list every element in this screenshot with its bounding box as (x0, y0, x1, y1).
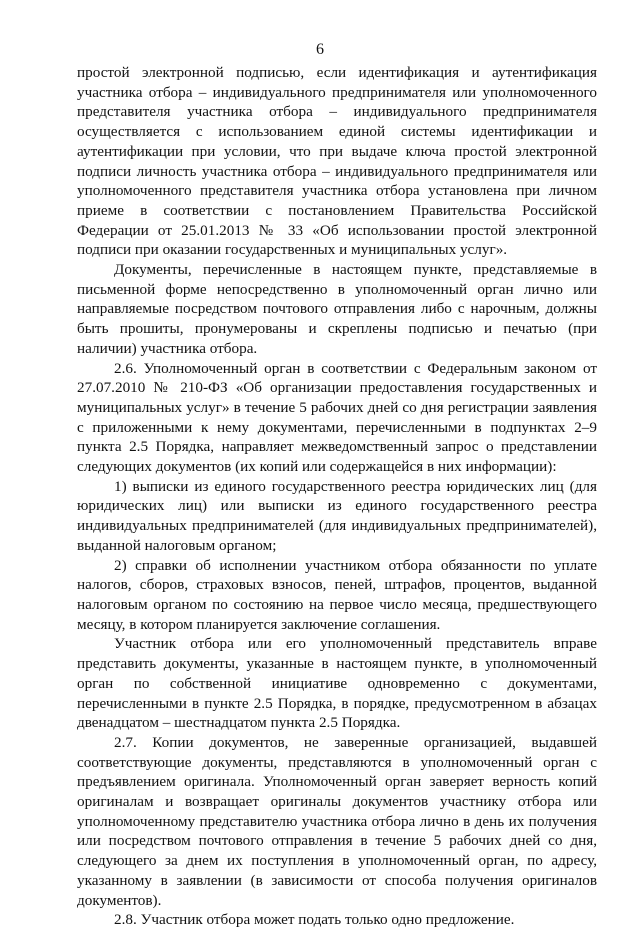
document-body (77, 63, 597, 930)
page-number: 6 (316, 41, 324, 58)
paragraph-documents-submission: Документы, перечисленные в настоящем пункте, представляемые в письменной форме непосредственно в уполномоченный орган лично или направляемые посредством почтового отправления либо с нарочным, должны быть прошиты, пронумерованы и скреплены подписью и печатью (при наличии) участника отбора. (77, 261, 597, 357)
paragraph-own-initiative: Участник отбора или его уполномоченный представитель вправе представить документы, указанные в настоящем пункте, в уполномоченный орган по собственной инициативе одновременно с документами, перечисленными в пункте 2.5 Порядка, в порядке, предусмотренном в абзацах двенадцатом – шестнадцатом пункта 2.5 Порядка. (77, 635, 597, 732)
paragraph-2-7: 2.7. Копии документов, не заверенные организацией, выдавшей соответствующие документы, представляются в уполномоченный орган с предъявлением оригинала. Уполномоченный орган заверяет верность копий оригиналам и возвращает оригиналы документов участнику отбора или уполномоченному представителю участника отбора лично в день их получения или посредством почтового отправления в течение 5 рабочих дней со дня, следующего за днем их поступления в уполномоченный орган, по адресу, указанному в заявлении (в зависимости от способа получения оригиналов документов). (77, 733, 597, 909)
paragraph-2-8: 2.8. Участник отбора может подать только одно предложение. (114, 911, 515, 929)
paragraph-continuation: простой электронной подписью, если идентификация и аутентификация участника отбора – индивидуального предпринимателя или уполномоченного представителя участника отбора – индивидуального предпринимателя осуществляется с использованием единой системы идентификации и аутентификации при условии, что при выдаче ключа простой электронной подписи личность участника отбора – индивидуального предпринимателя или уполномоченного представителя участника отбора установлена при личном приеме в соответствии с постановлением Правительства Российской Федерации от 25.01.2013 № 33 «Об использовании простой электронной подписи при оказании государственных и муниципальных услуг». (77, 64, 597, 259)
list-item-1: 1) выписки из единого государственного реестра юридических лиц (для юридических лиц) или выписки из единого государственного реестра индивидуальных предпринимателей (для индивидуальных предпринимателей), выданной налоговым органом; (77, 477, 597, 554)
list-item-2: 2) справки об исполнении участником отбора обязанности по уплате налогов, сборов, страховых взносов, пеней, штрафов, процентов, выданной налоговым органом по состоянию на первое число месяца, предшествующего месяцу, в котором планируется заключение соглашения. (77, 556, 597, 633)
paragraph-2-6: 2.6. Уполномоченный орган в соответствии с Федеральным законом от 27.07.2010 № 210-ФЗ «Об организации предоставления государственных и муниципальных услуг» в течение 5 рабочих дней со дня регистрации заявления с приложенными к нему документами, перечисленными в подпунктах 2–9 пункта 2.5 Порядка, направляет межведомственный запрос о представлении следующих документов (их копий или содержащейся в них информации): (77, 359, 597, 476)
